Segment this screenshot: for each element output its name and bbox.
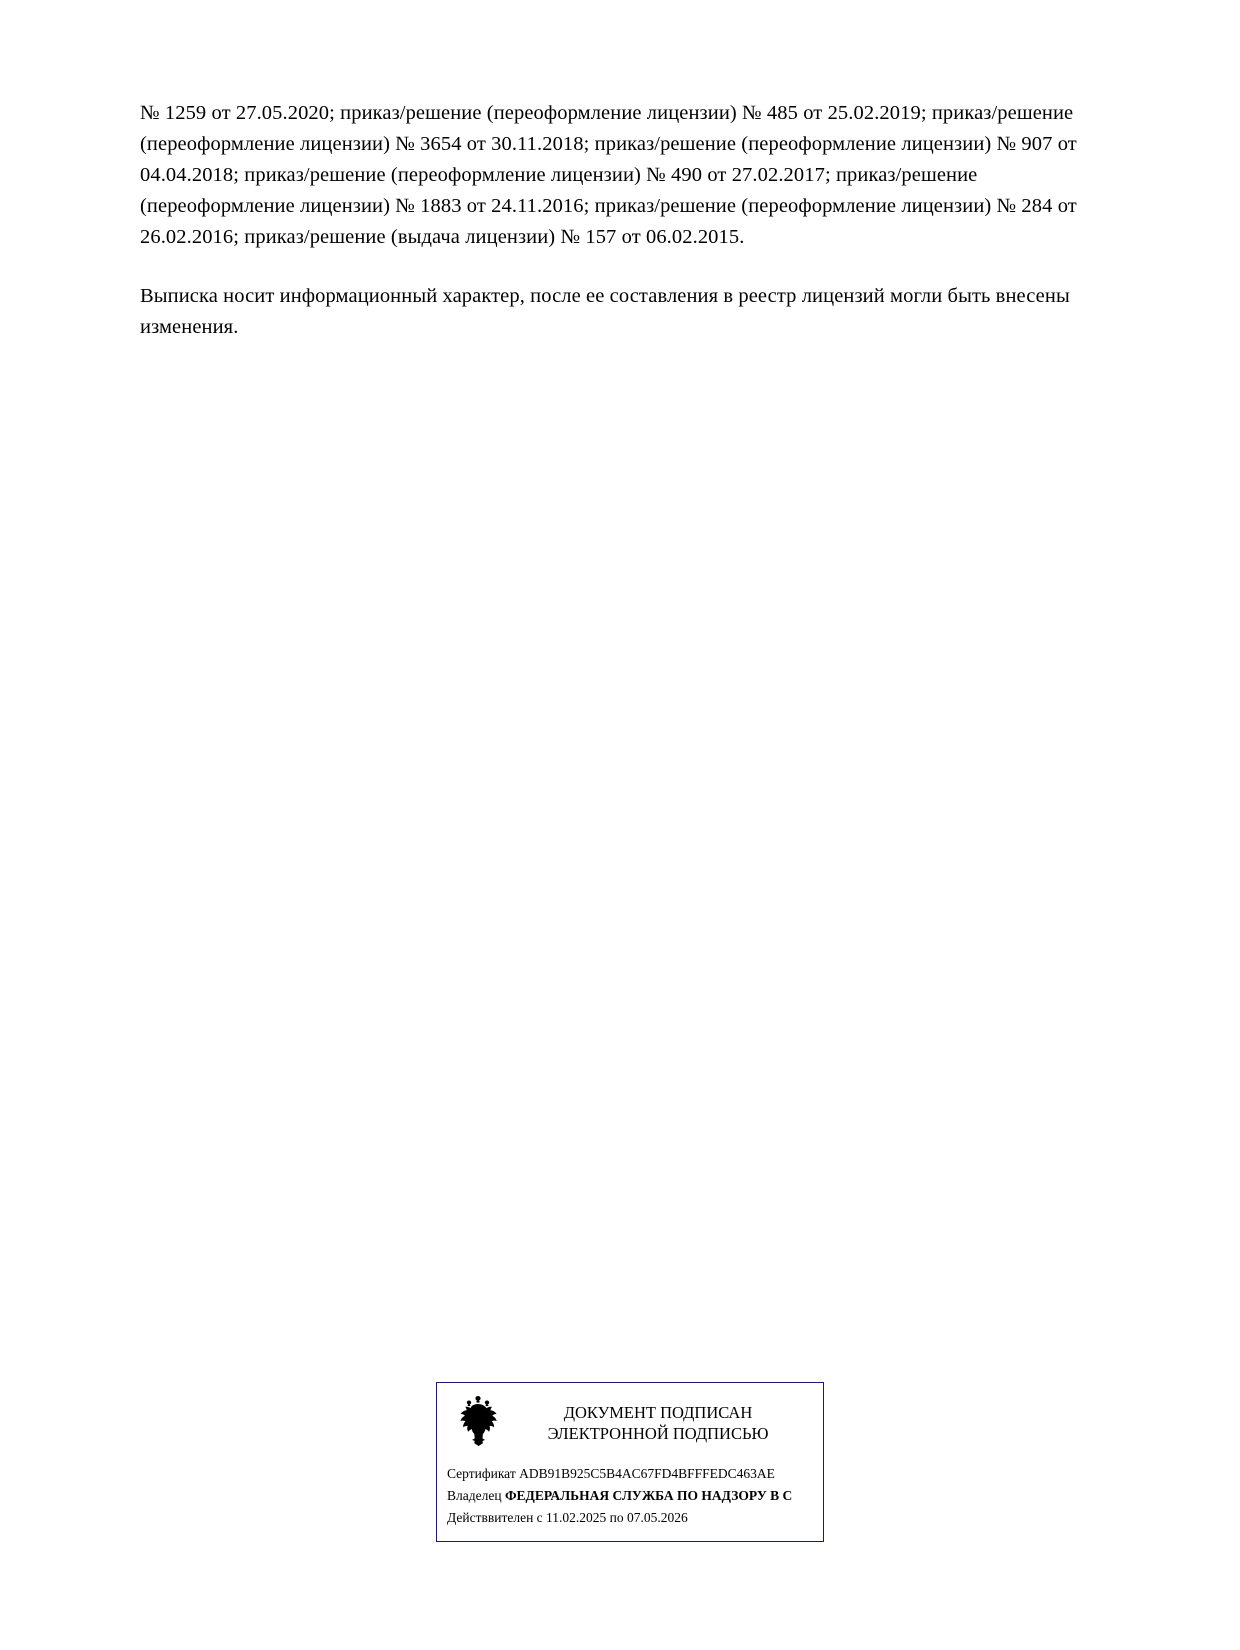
stamp-certificate-line xyxy=(447,1463,823,1485)
stamp-title-line-2: ЭЛЕКТРОННОЙ ПОДПИСЬЮ xyxy=(547,1424,769,1443)
stamp-title-line-1: ДОКУМЕНТ ПОДПИСАН xyxy=(563,1403,753,1422)
stamp-title xyxy=(511,1402,823,1444)
stamp-valid-from: 11.02.2025 xyxy=(546,1510,607,1525)
stamp-details xyxy=(437,1457,823,1529)
stamp-certificate-label: Сертификат xyxy=(447,1466,516,1481)
double-headed-eagle-emblem-icon xyxy=(449,1392,507,1454)
stamp-owner-label: Владелец xyxy=(447,1488,502,1503)
paragraph-disclaimer: Выписка носит информационный характер, после ее составления в реестр лицензий могли быть внесены изменения. xyxy=(140,285,1070,338)
paragraph-license-orders: № 1259 от 27.05.2020; приказ/решение (переоформление лицензии) № 485 от 25.02.2019; приказ/решение (переоформление лицензии) № 3654 от 30.11.2018; приказ/решение (переоформление лицензии) № 907 от 04.04.2018; приказ/решение (переоформление лицензии) № 490 от 27.02.2017; приказ/решение (переоформление лицензии) № 1883 от 24.11.2016; приказ/решение (переоформление лицензии) № 284 от 26.02.2016; приказ/решение (выдача лицензии) № 157 от 06.02.2015. xyxy=(140,102,1077,248)
electronic-signature-stamp xyxy=(436,1382,824,1542)
stamp-certificate-value: ADB91B925C5B4AC67FD4BFFFEDC463AE xyxy=(519,1466,775,1481)
stamp-validity-line xyxy=(447,1507,823,1529)
document-body xyxy=(140,98,1105,343)
stamp-owner-line xyxy=(447,1485,823,1507)
stamp-owner-value: ФЕДЕРАЛЬНАЯ СЛУЖБА ПО НАДЗОРУ В С xyxy=(504,1488,793,1503)
stamp-valid-to: 07.05.2026 xyxy=(627,1510,688,1525)
stamp-valid-label: Действвителен с xyxy=(447,1510,543,1525)
stamp-header xyxy=(437,1383,823,1457)
stamp-valid-to-label: по xyxy=(609,1510,624,1525)
